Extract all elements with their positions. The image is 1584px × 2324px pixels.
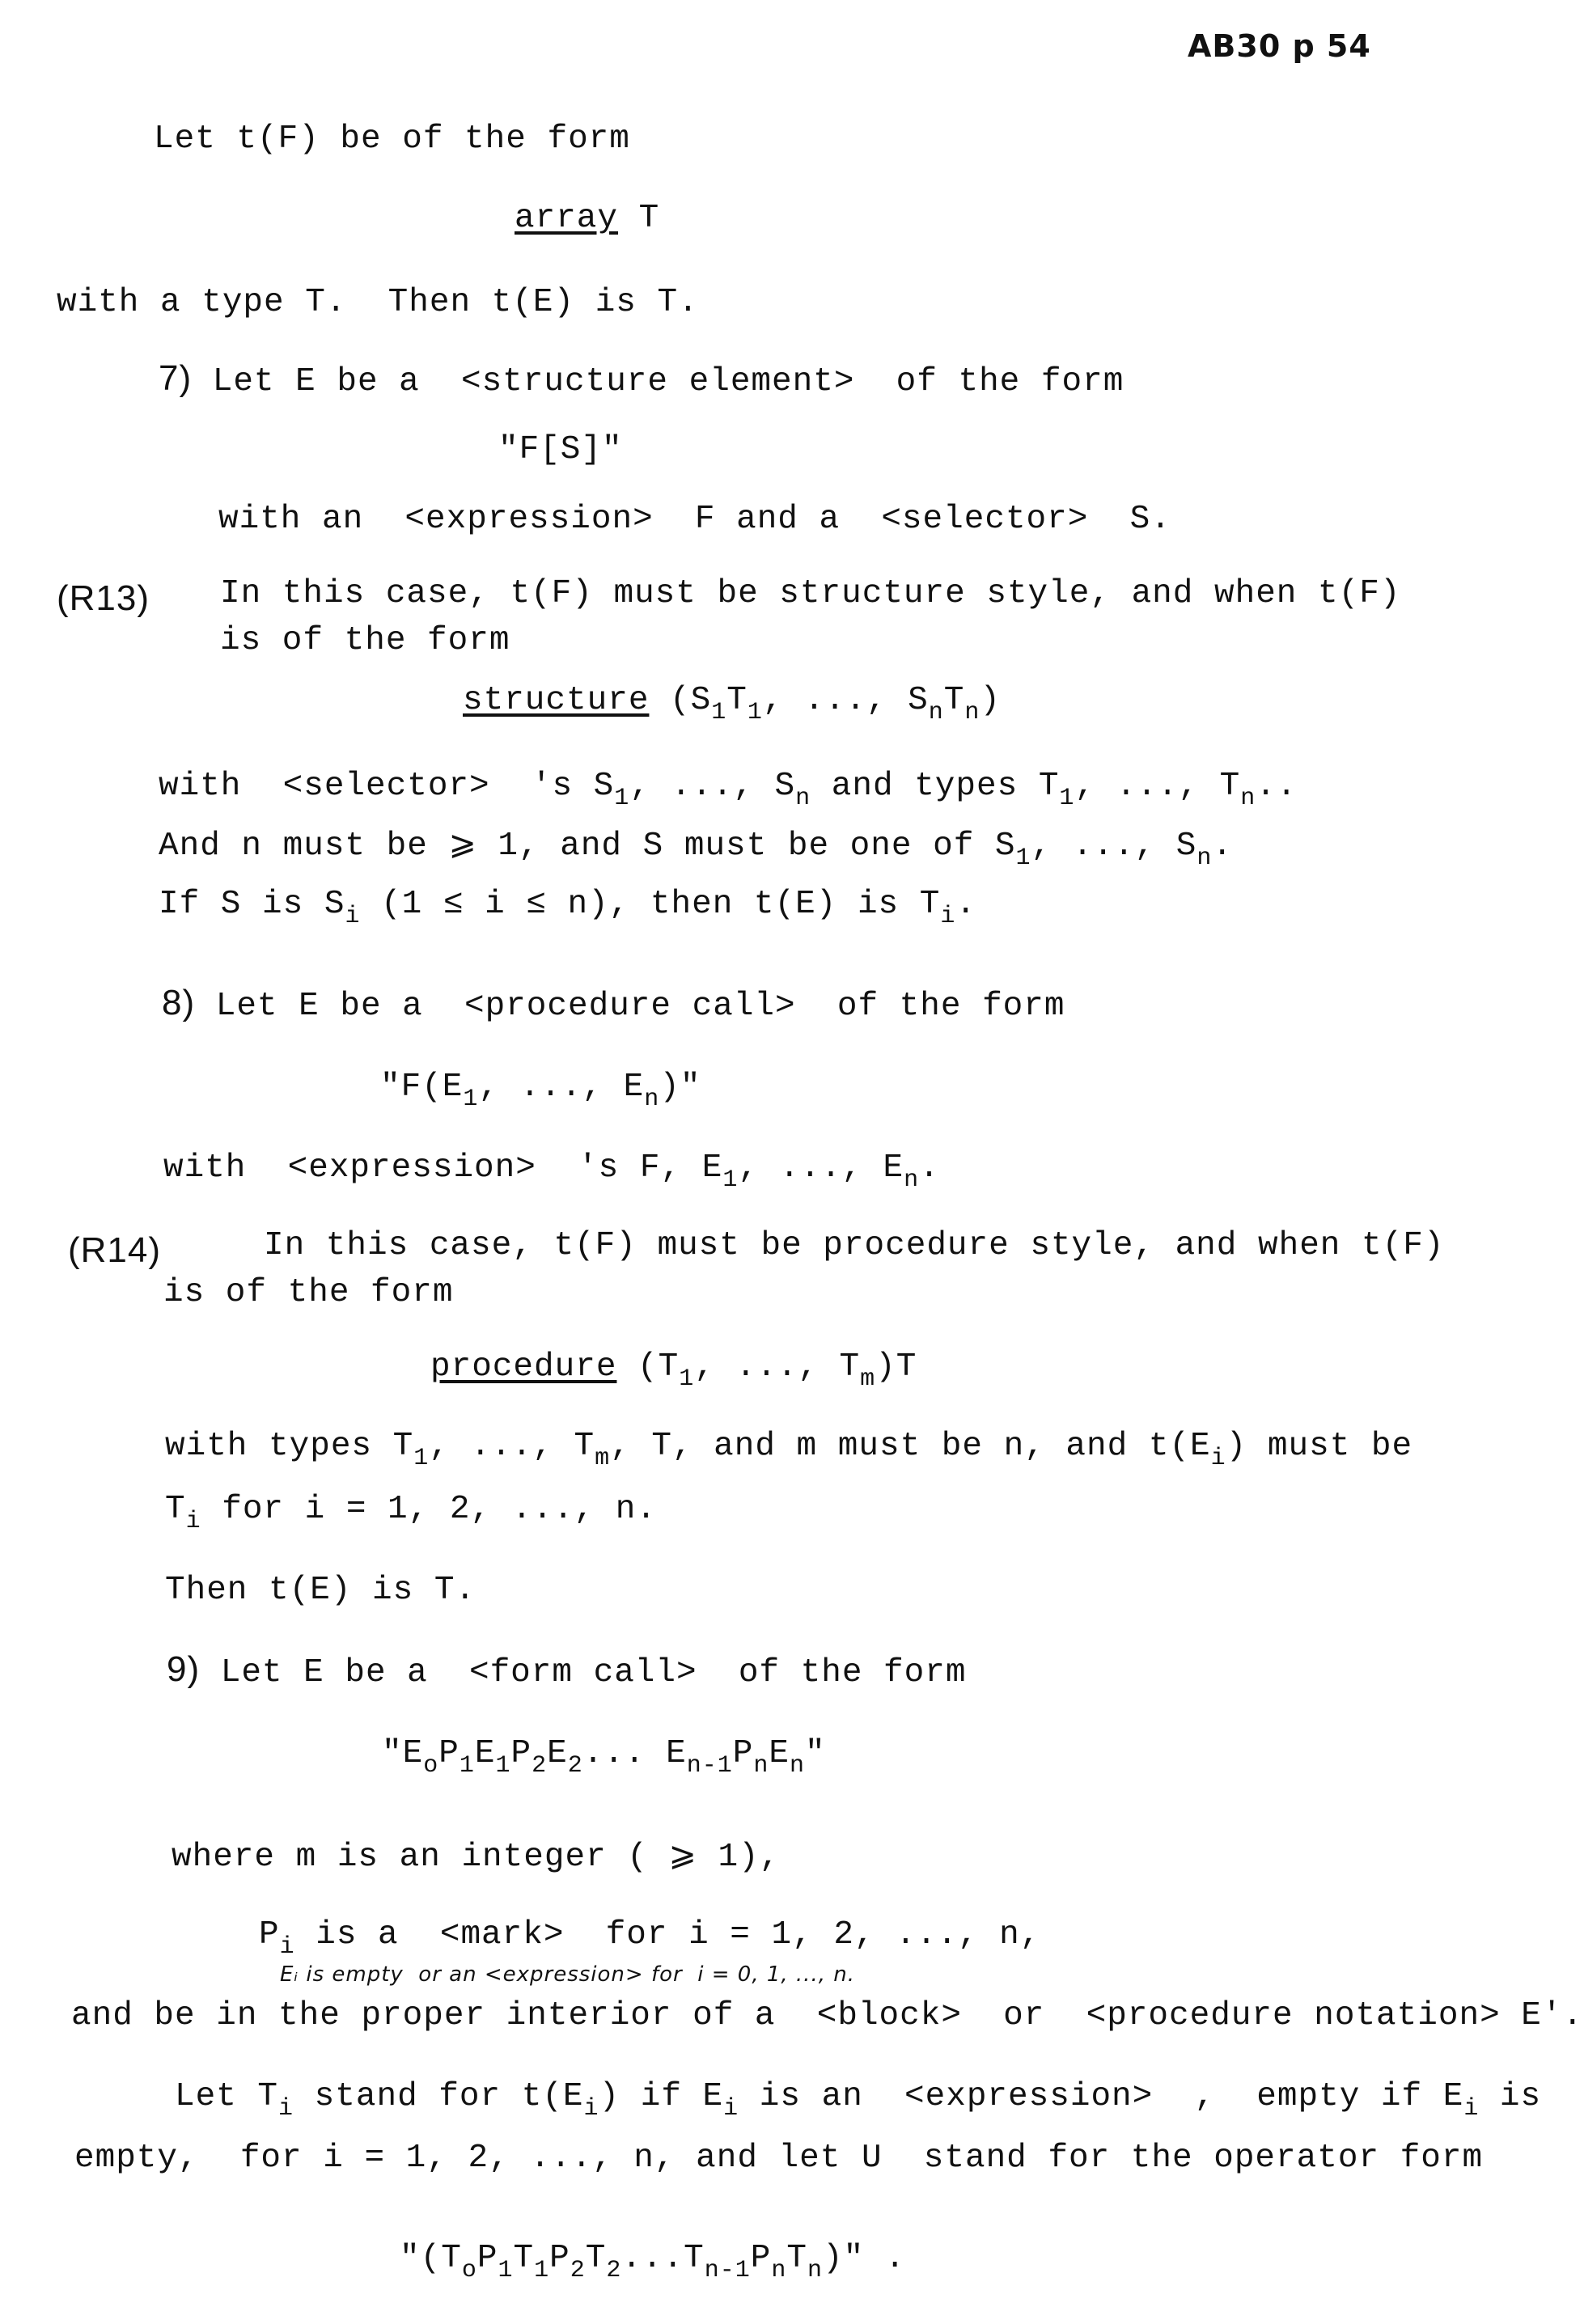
- text-span: with <selector> 's S: [159, 768, 615, 805]
- text-line: [159, 828, 1233, 872]
- text-span: .: [919, 1149, 940, 1187]
- subscript: n-1: [686, 1752, 733, 1780]
- item-9: [167, 1649, 967, 1691]
- text-span: , ..., T: [1074, 768, 1241, 805]
- text-span: , ..., E: [738, 1149, 904, 1187]
- text-span: T: [513, 2240, 535, 2277]
- text-span: Let T: [175, 2078, 279, 2115]
- text-line: empty, for i = 1, 2, ..., n, and let U stand for the operator form: [74, 2140, 1484, 2177]
- text-line: In this case, t(F) must be structure style, and when t(F): [220, 575, 1401, 612]
- rule-label-r13: (R13): [57, 578, 150, 618]
- subscript: n-1: [704, 2257, 751, 2284]
- form-call-formula: [382, 1735, 826, 1780]
- text-span: E: [547, 1735, 568, 1772]
- subscript: n: [807, 2257, 824, 2284]
- text-line: and be in the proper interior of a <block> or <procedure notation> E'.: [71, 1997, 1584, 2034]
- subscript: m: [595, 1445, 611, 1472]
- text-span: P: [510, 1735, 532, 1772]
- text-span: .: [955, 886, 976, 923]
- text-span: , ..., S: [1031, 828, 1197, 865]
- text-line: [175, 2078, 1542, 2123]
- text-span: T: [618, 200, 660, 237]
- text-span: "E: [382, 1735, 424, 1772]
- text-span: is: [1479, 2078, 1542, 2115]
- text-span: and types T: [811, 768, 1060, 805]
- handwritten-annotation: Eᵢ is empty or an <expression> for i = 0, 1, ..., n.: [280, 1962, 855, 1987]
- text-span: ...T: [621, 2240, 705, 2277]
- subscript: i: [940, 903, 956, 930]
- text-span: P: [549, 2240, 570, 2277]
- text-span: ): [980, 682, 1001, 719]
- page-id: AB30 p 54: [1188, 28, 1371, 64]
- text-span: "F(E: [380, 1069, 464, 1106]
- item-8: [162, 985, 1065, 1023]
- subscript: 2: [567, 1752, 583, 1780]
- subscript: i: [723, 2095, 739, 2123]
- text-line: is of the form: [163, 1274, 454, 1311]
- text-span: is a <mark> for i = 1, 2, ..., n,: [294, 1916, 1041, 1954]
- subscript: 1: [495, 1752, 511, 1780]
- text-span: is an <expression> , empty if E: [739, 2078, 1464, 2115]
- subscript: i: [185, 1508, 201, 1535]
- text-line: [259, 1916, 1041, 1961]
- subscript: n: [795, 785, 811, 812]
- subscript: m: [860, 1365, 876, 1393]
- subscript: 1: [413, 1445, 430, 1472]
- text-line: where m is an integer ( ⩾ 1),: [172, 1839, 781, 1876]
- subscript: n: [790, 1752, 806, 1780]
- text-span: ..: [1256, 768, 1298, 805]
- keyword-structure: structure: [463, 682, 650, 719]
- subscript: i: [278, 2095, 294, 2123]
- subscript: n: [964, 699, 980, 726]
- text-span: , ..., T: [694, 1348, 861, 1386]
- item-number: 9): [167, 1649, 201, 1689]
- subscript: n: [771, 2257, 787, 2284]
- text-span: ... E: [582, 1735, 687, 1772]
- subscript: i: [583, 2095, 599, 2123]
- text-line: In this case, t(F) must be procedure style, and when t(F): [264, 1227, 1445, 1264]
- subscript: 2: [570, 2257, 586, 2284]
- text-line: [165, 1428, 1413, 1472]
- text-span: P: [438, 1735, 460, 1772]
- text-span: Let E be a <structure element> of the form: [192, 363, 1124, 400]
- text-span: (T: [616, 1348, 680, 1386]
- item-number: 8): [162, 983, 196, 1022]
- subscript: n: [644, 1086, 660, 1113]
- text-span: P: [259, 1916, 280, 1954]
- text-span: P: [732, 1735, 754, 1772]
- text-line: Let t(F) be of the form: [154, 121, 630, 158]
- text-span: , ..., S: [762, 682, 929, 719]
- item-number: 7): [159, 358, 193, 398]
- text-line: with an <expression> F and a <selector> S.: [218, 501, 1171, 538]
- text-line: [165, 1491, 657, 1535]
- text-line: is of the form: [220, 622, 510, 659]
- type-array-line: [515, 202, 659, 235]
- subscript: o: [461, 2257, 477, 2284]
- text-span: with types T: [165, 1428, 414, 1465]
- subscript: n: [904, 1166, 920, 1194]
- text-line: [163, 1149, 940, 1194]
- subscript: i: [345, 903, 361, 930]
- text-span: If S is S: [159, 886, 345, 923]
- keyword-procedure: procedure: [430, 1348, 617, 1386]
- subscript: 1: [1015, 845, 1031, 872]
- subscript: i: [1210, 1445, 1226, 1472]
- subscript: 1: [534, 2257, 550, 2284]
- text-span: "(T: [400, 2240, 462, 2277]
- text-span: T: [726, 682, 748, 719]
- text-line: with a type T. Then t(E) is T.: [57, 284, 699, 321]
- text-span: P: [750, 2240, 772, 2277]
- formula-line: "F[S]": [498, 431, 623, 468]
- procedure-type-line: [430, 1348, 917, 1393]
- subscript: 1: [463, 1086, 479, 1113]
- text-span: , ..., T: [429, 1428, 595, 1465]
- text-span: with <expression> 's F, E: [163, 1149, 723, 1187]
- formula-line: [380, 1069, 701, 1113]
- text-line: [159, 768, 1298, 812]
- text-span: T: [943, 682, 965, 719]
- text-span: , ..., S: [629, 768, 796, 805]
- text-span: And n must be ⩾ 1, and S must be one of S: [159, 828, 1016, 865]
- structure-type-line: [463, 682, 1001, 726]
- subscript: 1: [498, 2257, 514, 2284]
- text-span: (1 ≤ i ≤ n), then t(E) is T: [360, 886, 941, 923]
- text-span: ) if E: [599, 2078, 724, 2115]
- subscript: n: [928, 699, 944, 726]
- text-span: ": [805, 1735, 826, 1772]
- subscript: 1: [459, 1752, 475, 1780]
- subscript: i: [279, 1933, 295, 1961]
- item-7: [159, 358, 1124, 400]
- text-span: stand for t(E: [294, 2078, 584, 2115]
- operator-form-formula: [400, 2240, 906, 2284]
- text-span: )" .: [823, 2240, 906, 2277]
- text-span: )T: [875, 1348, 917, 1386]
- subscript: 2: [532, 1752, 548, 1780]
- subscript: 1: [679, 1365, 695, 1393]
- text-span: T: [585, 2240, 607, 2277]
- subscript: 1: [722, 1166, 739, 1194]
- text-span: for i = 1, 2, ..., n.: [201, 1491, 657, 1528]
- text-span: , ..., E: [478, 1069, 645, 1106]
- text-span: E: [769, 1735, 790, 1772]
- text-span: Let E be a <form call> of the form: [200, 1654, 967, 1691]
- subscript: n: [1240, 785, 1256, 812]
- subscript: 1: [1059, 785, 1075, 812]
- text-line: [159, 886, 976, 930]
- subscript: i: [1463, 2095, 1480, 2123]
- subscript: 2: [606, 2257, 622, 2284]
- text-span: E: [474, 1735, 496, 1772]
- text-span: Let E be a <procedure call> of the form: [195, 988, 1065, 1025]
- text-line: Then t(E) is T.: [165, 1572, 476, 1609]
- subscript: 1: [747, 699, 763, 726]
- subscript: o: [423, 1752, 439, 1780]
- subscript: 1: [614, 785, 630, 812]
- subscript: n: [1196, 845, 1213, 872]
- text-span: T: [786, 2240, 807, 2277]
- rule-label-r14: (R14): [68, 1230, 162, 1270]
- keyword-array: array: [515, 200, 619, 237]
- text-span: (S: [649, 682, 712, 719]
- text-span: .: [1212, 828, 1233, 865]
- text-span: )": [659, 1069, 701, 1106]
- subscript: n: [753, 1752, 769, 1780]
- text-span: P: [476, 2240, 498, 2277]
- text-span: T: [165, 1491, 186, 1528]
- text-span: , T, and m must be n, and t(E: [610, 1428, 1211, 1465]
- subscript: 1: [711, 699, 727, 726]
- text-span: ) must be: [1226, 1428, 1413, 1465]
